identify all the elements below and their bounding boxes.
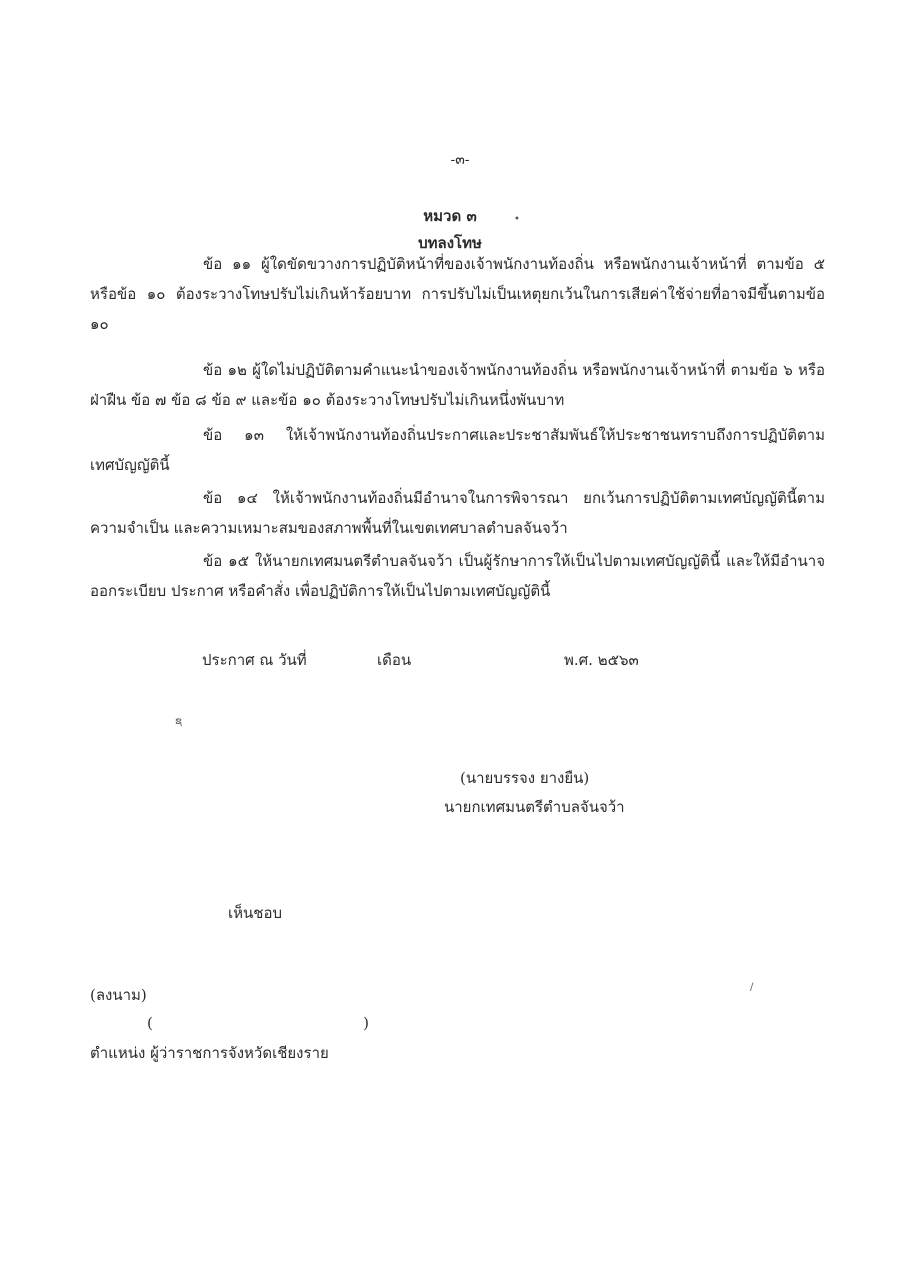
year-label: พ.ศ. ๒๕๖๓ [564, 651, 639, 669]
paren-close: ) [363, 1014, 369, 1032]
approved-label: เห็นชอบ [228, 904, 282, 922]
announcement-line [202, 650, 639, 670]
chapter-title: บทลงโทษ [418, 234, 482, 252]
stray-mark: • [514, 214, 520, 225]
chapter-heading: หมวด ๓ [423, 207, 477, 225]
signer-title: นายกเทศมนตรีตำบลจันจว้า [444, 798, 625, 816]
stray-mark: / [750, 982, 754, 993]
position-line: ตำแหน่ง ผู้ว่าราชการจังหวัดเชียงราย [90, 1044, 329, 1062]
signed-label: (ลงนาม) [90, 986, 147, 1004]
paren-open: ( [147, 1014, 153, 1032]
clause-12: ข้อ ๑๒ ผู้ใดไม่ปฏิบัติตามคำแนะนำของเจ้าพนักงานท้องถิ่น หรือพนักงานเจ้าหน้าที่ ตามข้อ ๖ หรือฝ่าฝืน ข้อ ๗ ข้อ ๘ ข้อ ๙ และข้อ ๑๐ ต้องระวางโทษปรับไม่เกินหนึ่งพันบาท [90, 361, 825, 409]
clause-15: ข้อ ๑๕ ให้นายกเทศมนตรีตำบลจันจว้า เป็นผู้รักษาการให้เป็นไปตามเทศบัญญัตินี้ และให้มีอำนาจออกระเบียบ ประกาศ หรือคำสั่ง เพื่อปฏิบัติการให้เป็นไปตามเทศบัญญัตินี้ [90, 552, 825, 600]
clause-13: ข้อ ๑๓ ให้เจ้าพนักงานท้องถิ่นประกาศและประชาสัมพันธ์ให้ประชาชนทราบถึงการปฏิบัติตามเทศบัญญัตินี้ [90, 426, 825, 474]
stray-mark: ຊ [175, 716, 182, 727]
announced-at-label: ประกาศ ณ วันที่ [202, 651, 307, 669]
page-number: -๓- [450, 152, 470, 168]
clause-11: ข้อ ๑๑ ผู้ใดขัดขวางการปฏิบัติหน้าที่ของเจ้าพนักงานท้องถิ่น หรือพนักงานเจ้าหน้าที่ ตามข้อ ๕ หรือข้อ ๑๐ ต้องระวางโทษปรับไม่เกินห้าร้อยบาท การปรับไม่เป็นเหตุยกเว้นในการเสียค่าใช้จ่ายที่อาจมีขึ้นตามข้อ ๑๐ [90, 255, 825, 333]
clause-14: ข้อ ๑๔ ให้เจ้าพนักงานท้องถิ่นมีอำนาจในการพิจารณา ยกเว้นการปฏิบัติตามเทศบัญญัตินี้ตามความจำเป็น และความเหมาะสมของสภาพพื้นที่ในเขตเทศบาลตำบลจันจว้า [90, 489, 825, 537]
month-label: เดือน [377, 651, 412, 669]
signer-name: (นายบรรจง ยางยืน) [460, 769, 590, 787]
